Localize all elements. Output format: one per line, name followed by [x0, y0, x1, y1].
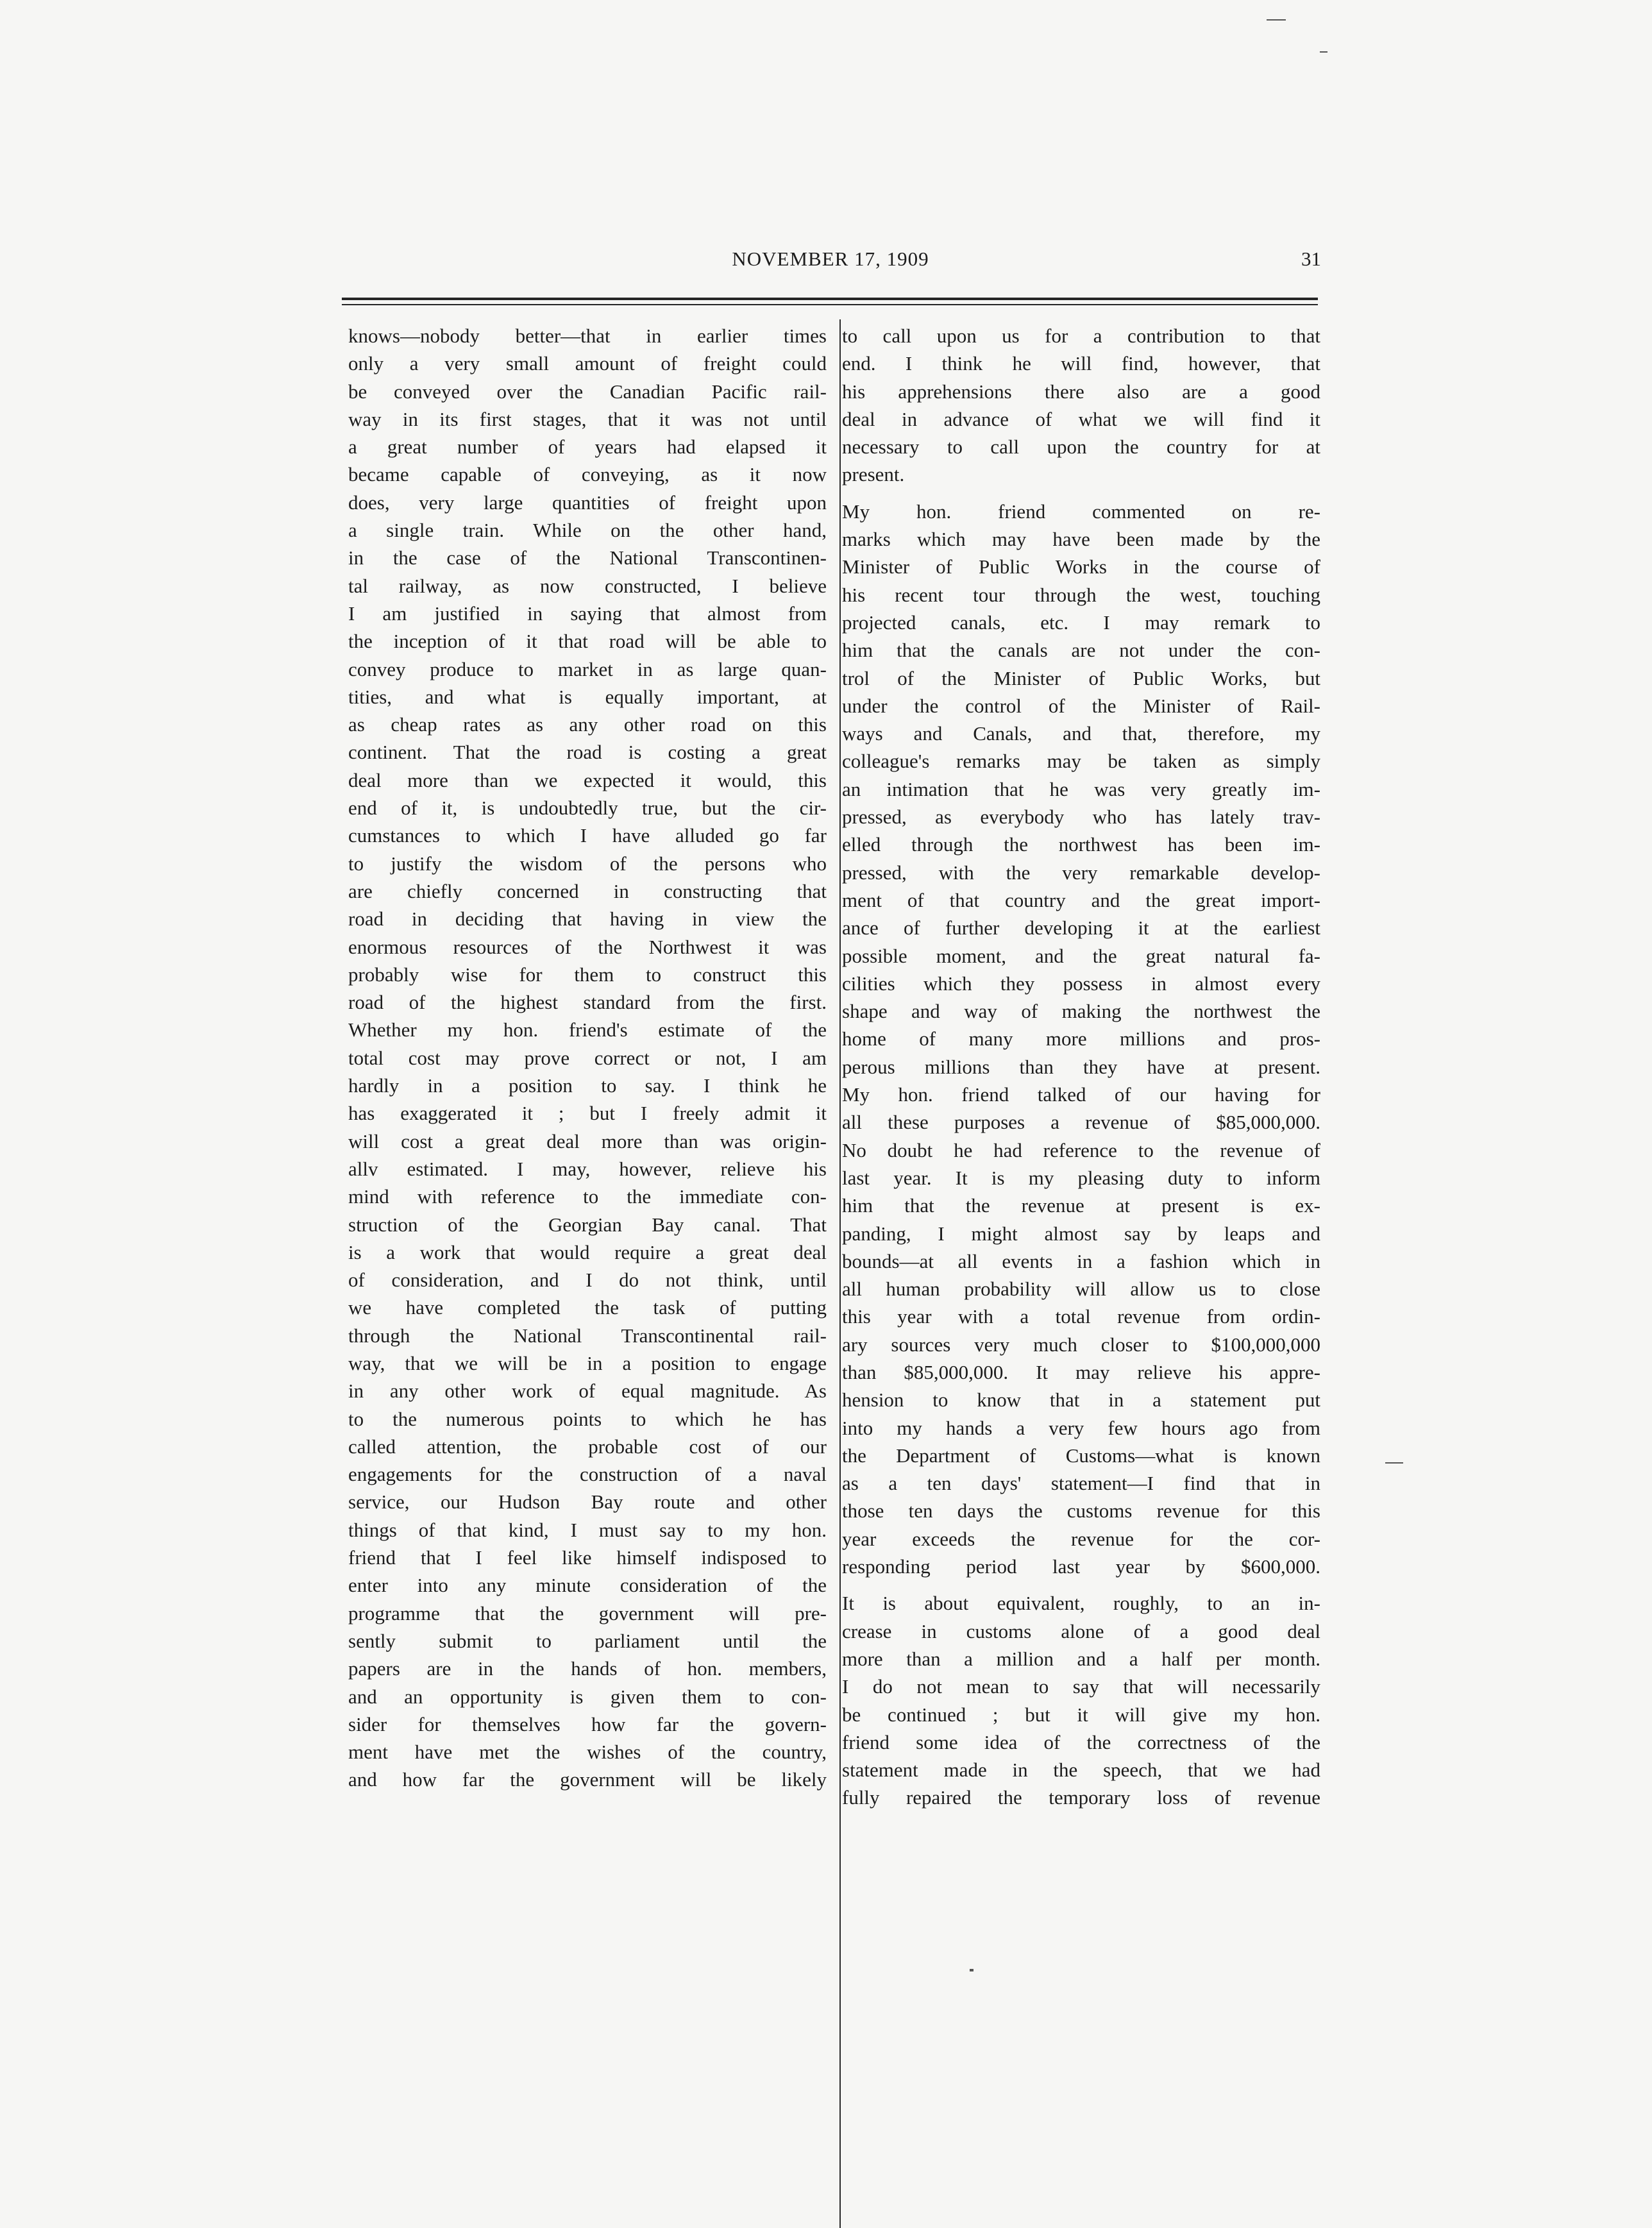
text-line: and how far the government will be likely: [348, 1768, 827, 1791]
text-line: statement made in the speech, that we had: [842, 1759, 1320, 1782]
text-line: to the numerous points to which he has: [348, 1407, 827, 1430]
text-line: to call upon us for a contribution to that: [842, 325, 1320, 347]
text-line: marks which may have been made by the: [842, 528, 1320, 551]
text-line: him that the canals are not under the con-: [842, 639, 1320, 662]
text-line: struction of the Georgian Bay canal. That: [348, 1213, 827, 1236]
text-line: in the case of the National Transcontinen-: [348, 546, 827, 570]
text-line: became capable of conveying, as it now: [348, 463, 827, 486]
text-line: cilities which they possess in almost every: [842, 972, 1320, 995]
text-line: enter into any minute consideration of the: [348, 1574, 827, 1597]
text-line: road of the highest standard from the first.: [348, 991, 827, 1014]
text-line: fully repaired the temporary loss of revenue: [842, 1786, 1320, 1809]
text-line: road in deciding that having in view the: [348, 907, 827, 931]
header-rule-thick: [342, 298, 1318, 300]
text-line: ance of further developing it at the earliest: [842, 916, 1320, 940]
text-line: an intimation that he was very greatly im-: [842, 777, 1320, 800]
text-line: a great number of years had elapsed it: [348, 435, 827, 459]
text-line: My hon. friend commented on re-: [842, 500, 1320, 523]
text-line: colleague's remarks may be taken as simply: [842, 750, 1320, 773]
text-line: necessary to call upon the country for at: [842, 435, 1320, 459]
text-line: pressed, with the very remarkable develop-: [842, 861, 1320, 884]
text-line: programme that the government will pre-: [348, 1601, 827, 1625]
text-line: convey produce to market in as large quan-: [348, 657, 827, 680]
running-head: NOVEMBER 17, 1909: [732, 248, 929, 270]
text-line: than $85,000,000. It may relieve his appre-: [842, 1360, 1320, 1383]
text-line: projected canals, etc. I may remark to: [842, 611, 1320, 634]
header-rule-thin: [342, 304, 1318, 305]
text-line: cumstances to which I have alluded go far: [348, 824, 827, 847]
text-line: probably wise for them to construct this: [348, 963, 827, 986]
scan-speck: [1320, 51, 1328, 53]
text-line: continent. That the road is costing a great: [348, 741, 827, 764]
text-line: his recent tour through the west, touching: [842, 583, 1320, 606]
paragraph-2: [842, 498, 1320, 1581]
text-line: mind with reference to the immediate con-: [348, 1185, 827, 1208]
text-line: deal in advance of what we will find it: [842, 407, 1320, 430]
text-line: last year. It is my pleasing duty to inform: [842, 1166, 1320, 1189]
text-line: into my hands a very few hours ago from: [842, 1416, 1320, 1439]
text-line: hardly in a position to say. I think he: [348, 1074, 827, 1097]
text-line: pressed, as everybody who has lately trav-: [842, 806, 1320, 829]
text-line: the Department of Customs—what is known: [842, 1444, 1320, 1467]
text-line: way, that we will be in a position to engage: [348, 1351, 827, 1374]
text-line: will cost a great deal more than was origin-: [348, 1129, 827, 1152]
text-line: total cost may prove correct or not, I am: [348, 1046, 827, 1069]
text-line: all these purposes a revenue of $85,000,000.: [842, 1111, 1320, 1134]
text-line: ment of that country and the great import-: [842, 888, 1320, 911]
paragraph-3: [842, 1589, 1320, 1811]
text-line: Whether my hon. friend's estimate of the: [348, 1018, 827, 1042]
text-line: sider for themselves how far the govern-: [348, 1712, 827, 1735]
text-line: through the National Transcontinental rail-: [348, 1324, 827, 1347]
text-line: tities, and what is equally important, at: [348, 685, 827, 708]
text-line: responding period last year by $600,000.: [842, 1555, 1320, 1578]
text-line: end. I think he will find, however, that: [842, 352, 1320, 375]
text-line: trol of the Minister of Public Works, but: [842, 666, 1320, 689]
paragraph-1: [842, 322, 1320, 489]
text-line: are chiefly concerned in constructing that: [348, 879, 827, 902]
text-line: him that the revenue at present is ex-: [842, 1194, 1320, 1217]
page-header: [340, 242, 1321, 281]
text-line: enormous resources of the Northwest it was: [348, 935, 827, 958]
text-line: It is about equivalent, roughly, to an in-: [842, 1592, 1320, 1615]
text-line: under the control of the Minister of Rail-: [842, 694, 1320, 717]
text-line: of consideration, and I do not think, until: [348, 1269, 827, 1292]
text-line: papers are in the hands of hon. members,: [348, 1657, 827, 1680]
text-line: we have completed the task of putting: [348, 1296, 827, 1319]
text-line: tal railway, as now constructed, I believe: [348, 574, 827, 597]
text-line: the inception of it that road will be able to: [348, 630, 827, 653]
text-line: a single train. While on the other hand,: [348, 519, 827, 542]
text-line: present.: [842, 463, 905, 486]
left-column-text: [348, 322, 827, 1794]
text-line: service, our Hudson Bay route and other: [348, 1490, 827, 1514]
text-line: in any other work of equal magnitude. As: [348, 1380, 827, 1403]
text-line: I am justified in saying that almost from: [348, 602, 827, 625]
text-line: Minister of Public Works in the course of: [842, 555, 1320, 578]
text-line: does, very large quantities of freight upon: [348, 491, 827, 514]
scan-speck: [1267, 19, 1286, 21]
right-column: [842, 322, 1320, 1812]
text-line: as cheap rates as any other road on this: [348, 713, 827, 736]
text-line: is a work that would require a great deal: [348, 1240, 827, 1263]
text-line: elled through the northwest has been im-: [842, 833, 1320, 856]
text-line: be continued ; but it will give my hon.: [842, 1703, 1320, 1726]
text-line: called attention, the probable cost of our: [348, 1435, 827, 1458]
text-line: No doubt he had reference to the revenue of: [842, 1138, 1320, 1161]
text-line: knows—nobody better—that in earlier times: [348, 325, 827, 347]
text-line: be conveyed over the Canadian Pacific rail-: [348, 380, 827, 403]
text-line: only a very small amount of freight could: [348, 352, 827, 375]
text-line: I do not mean to say that will necessarily: [842, 1675, 1320, 1698]
text-line: to justify the wisdom of the persons who: [348, 852, 827, 875]
text-line: engagements for the construction of a naval: [348, 1463, 827, 1486]
text-line: ment have met the wishes of the country,: [348, 1741, 827, 1764]
text-line: end of it, is undoubtedly true, but the cir-: [348, 797, 827, 820]
text-line: bounds—at all events in a fashion which in: [842, 1249, 1320, 1272]
text-line: ary sources very much closer to $100,000,000: [842, 1333, 1320, 1356]
text-line: friend some idea of the correctness of the: [842, 1730, 1320, 1753]
text-line: this year with a total revenue from ordin-: [842, 1305, 1320, 1328]
text-line: deal more than we expected it would, this: [348, 768, 827, 791]
text-line: panding, I might almost say by leaps and: [842, 1222, 1320, 1245]
text-line: all human probability will allow us to close: [842, 1278, 1320, 1301]
text-line: hension to know that in a statement put: [842, 1388, 1320, 1412]
page-number: 31: [1301, 248, 1321, 270]
text-line: home of many more millions and pros-: [842, 1027, 1320, 1051]
text-line: has exaggerated it ; but I freely admit it: [348, 1102, 827, 1125]
text-line: friend that I feel like himself indisposed to: [348, 1546, 827, 1569]
text-line: things of that kind, I must say to my hon.: [348, 1518, 827, 1541]
text-line: more than a million and a half per month.: [842, 1647, 1320, 1670]
text-line: and an opportunity is given them to con-: [348, 1685, 827, 1708]
text-line: allv estimated. I may, however, relieve his: [348, 1157, 827, 1180]
text-line: My hon. friend talked of our having for: [842, 1083, 1320, 1106]
text-line: shape and way of making the northwest the: [842, 1000, 1320, 1023]
text-line: as a ten days' statement—I find that in: [842, 1472, 1320, 1495]
text-line: his apprehensions there also are a good: [842, 380, 1320, 403]
left-column: [348, 322, 827, 1794]
text-line: crease in customs alone of a good deal: [842, 1619, 1320, 1642]
scan-speck: [970, 1969, 973, 1971]
column-divider: [839, 319, 841, 2228]
text-line: those ten days the customs revenue for this: [842, 1499, 1320, 1523]
text-line: perous millions than they have at present.: [842, 1055, 1320, 1078]
scan-speck: [1385, 1462, 1403, 1464]
text-line: way in its first stages, that it was not until: [348, 407, 827, 430]
text-line: year exceeds the revenue for the cor-: [842, 1527, 1320, 1550]
text-line: sently submit to parliament until the: [348, 1629, 827, 1652]
text-line: ways and Canals, and that, therefore, my: [842, 722, 1320, 745]
text-line: possible moment, and the great natural fa-: [842, 944, 1320, 967]
